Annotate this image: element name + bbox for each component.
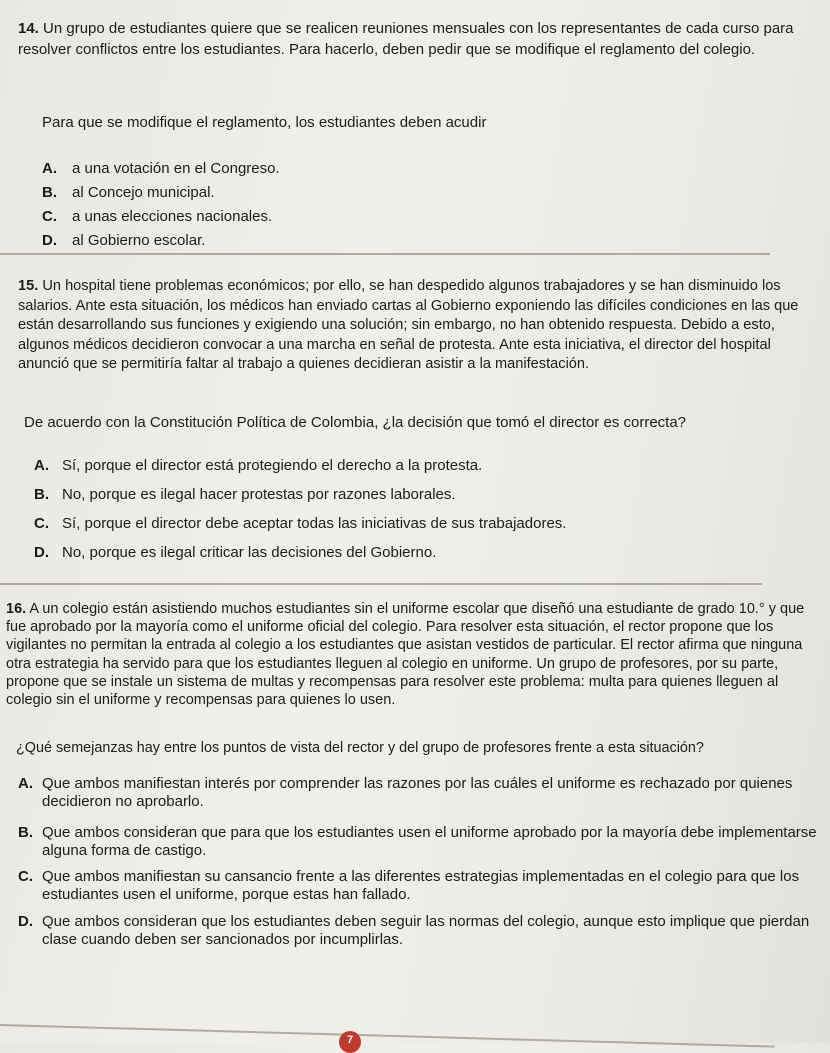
option-text: No, porque es ilegal criticar las decisiones del Gobierno.: [62, 544, 437, 561]
option-text: Sí, porque el director está protegiendo el derecho a la protesta.: [62, 457, 483, 474]
question-14-number: 14.: [18, 20, 39, 37]
option-letter: A.: [42, 160, 57, 177]
question-15: [0, 277, 830, 561]
question-15-option-b[interactable]: [34, 485, 794, 514]
question-16-option-b[interactable]: [18, 824, 824, 868]
question-15-stem: [18, 277, 820, 375]
option-text: al Concejo municipal.: [72, 184, 215, 201]
option-letter: C.: [42, 208, 57, 225]
question-16-option-d[interactable]: [18, 913, 824, 957]
question-16-stem-text: A un colegio están asistiendo muchos estudiantes sin el uniforme escolar que diseñó una estudiante de grado 10.° y que fue aprobado por la mayoría como el uniforme oficial del colegio. Para resolver esta situación, el rector propone que los vigilantes no permitan la entrada al colegio a los estudiantes que asistan vestidos de particular. El rector afirma que ninguna otra estrategia ha servido para que los estudiantes lleguen al colegio en uniforme. Un grupo de profesores, por su parte, propone que se instale un sistema de multas y recompensas para resolver este problema: multa para quienes lleguen al colegio sin el uniforme y recompensas para quienes lo usen.: [6, 601, 805, 709]
question-16-stem: [6, 600, 824, 709]
question-15-prompt: De acuerdo con la Constitución Política de Colombia, ¿la decisión que tomó el director es correcta?: [24, 414, 687, 431]
question-14-stem: [18, 18, 818, 60]
option-letter: B.: [34, 486, 49, 503]
option-letter: B.: [18, 824, 33, 841]
question-16-option-a[interactable]: [18, 775, 824, 824]
option-text: al Gobierno escolar.: [72, 232, 206, 249]
question-16: [0, 600, 830, 948]
question-14-option-b[interactable]: [42, 183, 742, 207]
option-letter: A.: [34, 457, 49, 474]
option-text: No, porque es ilegal hacer protestas por razones laborales.: [62, 486, 456, 503]
section-divider: [0, 1024, 775, 1048]
option-letter: C.: [18, 868, 33, 885]
option-letter: D.: [18, 913, 33, 930]
option-text: Que ambos consideran que para que los estudiantes usen el uniforme aprobado por la mayoría debe implementarse alguna forma de castigo.: [42, 824, 817, 859]
option-letter: C.: [34, 515, 49, 532]
option-text: a unas elecciones nacionales.: [72, 208, 273, 225]
question-14-option-d[interactable]: [42, 231, 742, 255]
question-15-option-d[interactable]: [34, 543, 794, 572]
section-divider: [0, 253, 770, 255]
question-14-options: [42, 159, 742, 255]
page-number-badge: 7: [339, 1031, 361, 1053]
question-14-prompt: Para que se modifique el reglamento, los estudiantes deben acudir: [42, 114, 487, 131]
question-15-options: [34, 456, 794, 572]
question-14-option-c[interactable]: [42, 207, 742, 231]
section-divider: [0, 583, 762, 585]
question-15-number: 15.: [18, 278, 39, 294]
question-16-options: [18, 775, 824, 957]
option-text: a una votación en el Congreso.: [72, 160, 280, 177]
question-16-number: 16.: [6, 601, 27, 617]
option-letter: D.: [34, 544, 49, 561]
question-16-option-c[interactable]: [18, 868, 824, 913]
option-letter: B.: [42, 184, 57, 201]
option-text: Sí, porque el director debe aceptar todas las iniciativas de sus trabajadores.: [62, 515, 567, 532]
option-letter: A.: [18, 775, 33, 792]
option-text: Que ambos consideran que los estudiantes deben seguir las normas del colegio, aunque esto implique que pierdan clase cuando deben ser sancionados por incumplirlas.: [42, 913, 810, 948]
option-text: Que ambos manifiestan interés por comprender las razones por las cuáles el uniforme es rechazado por quienes decidieron no aprobarlo.: [42, 775, 793, 810]
question-14-stem-text: Un grupo de estudiantes quiere que se realicen reuniones mensuales con los representantes de cada curso para resolver conflictos entre los estudiantes. Para hacerlo, deben pedir que se modifique el reglamento del colegio.: [18, 20, 794, 58]
option-text: Que ambos manifiestan su cansancio frente a las diferentes estrategias implementadas en el colegio para que los estudiantes usen el uniforme, porque estas han fallado.: [42, 868, 800, 903]
option-letter: D.: [42, 232, 57, 249]
question-15-option-a[interactable]: [34, 456, 794, 485]
question-16-prompt: ¿Qué semejanzas hay entre los puntos de vista del rector y del grupo de profesores frente a esta situación?: [16, 740, 704, 756]
question-15-stem-text: Un hospital tiene problemas económicos; por ello, se han despedido algunos trabajadores y se han disminuido los salarios. Ante esta situación, los médicos han enviado cartas al Gobierno exponiendo las difíciles condiciones en las que están desarrollando sus funciones y exigiendo una solución; sin embargo, no han obtenido respuesta. Debido a esto, algunos médicos decidieron convocar a una marcha en señal de protesta. Ante esta iniciativa, el director del hospital anunció que se permitiría faltar al trabajo a quienes decidieran asistir a la manifestación.: [18, 278, 799, 372]
question-15-option-c[interactable]: [34, 514, 794, 543]
question-14: [0, 18, 830, 249]
question-14-option-a[interactable]: [42, 159, 742, 183]
